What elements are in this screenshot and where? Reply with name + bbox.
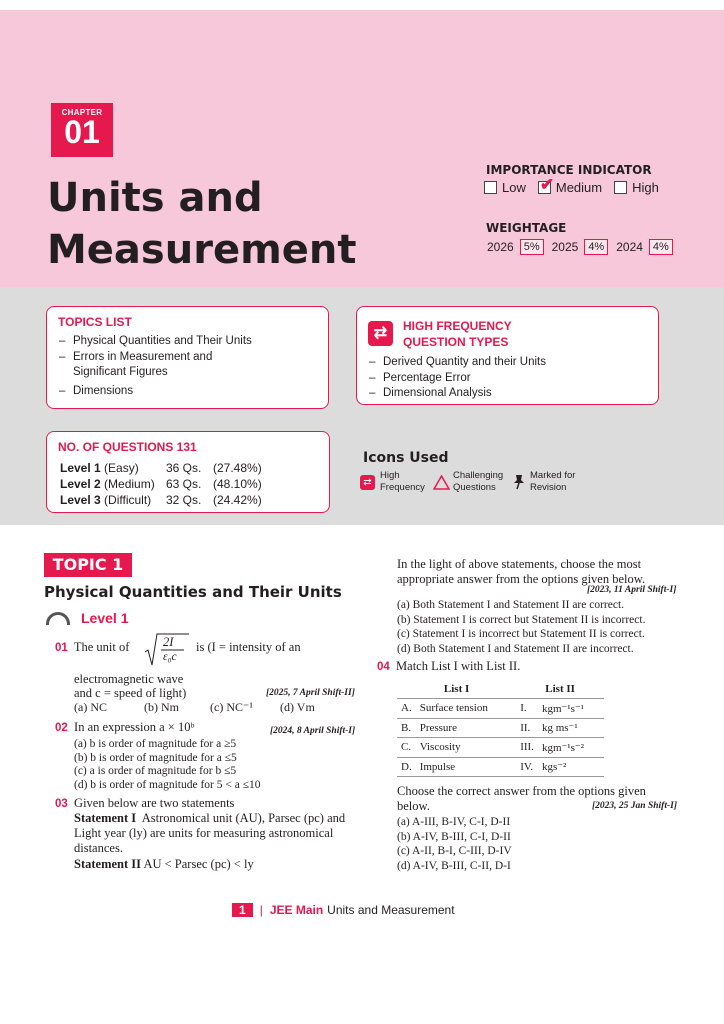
- checkbox-low: [484, 181, 497, 194]
- pushpin-icon: [512, 474, 526, 490]
- question-03: 03 Given below are two statements: [55, 796, 235, 810]
- page-footer: [232, 903, 455, 917]
- topics-list-card: [46, 306, 329, 409]
- question-source: [2023, 11 April Shift-I]: [587, 585, 677, 595]
- chapter-title: [47, 172, 357, 276]
- statement-1: Statement I Astronomical unit (AU), Parsec (pc) and Light year (ly) are units for measuring astronomical distances.: [74, 811, 346, 855]
- weightage-year: 2025: [551, 240, 579, 254]
- question-01: 01 The unit of: [55, 640, 130, 654]
- question-text: and c = speed of light): [74, 686, 187, 700]
- high-frequency-card: [356, 306, 659, 405]
- option: (a) NC: [74, 700, 107, 714]
- footer-separator: |: [259, 903, 263, 917]
- topic-item: Significant Figures: [73, 366, 168, 378]
- sqrt-fraction: [144, 632, 190, 668]
- weightage-value: 4%: [649, 239, 673, 255]
- icon-legend-item: Challenging Questions: [433, 470, 503, 494]
- weightage-year: 2024: [616, 240, 643, 254]
- question-02: 02 In an expression a × 10ᵇ: [55, 720, 195, 734]
- chapter-title-line1: Units and: [47, 175, 263, 221]
- page-number: 1: [232, 903, 253, 917]
- options-list: (a) A-III, B-IV, C-I, D-II (b) A-IV, B-III, C-I, D-II (c) A-II, B-I, C-III, D-IV (d) A-IV, B-III, C-II, D-I: [397, 816, 512, 872]
- questions-count-heading: NO. OF QUESTIONS 131: [58, 440, 197, 454]
- table-row: B. Pressure II. kg ms⁻¹: [397, 718, 604, 738]
- level-heading: [46, 610, 128, 626]
- table-row: D. Impulse IV. kgs⁻²: [397, 757, 604, 777]
- fraction-numerator: 2I: [163, 635, 174, 649]
- weightage-heading: WEIGHTAGE: [486, 221, 567, 235]
- question-text: Choose the correct answer from the options given below.: [397, 784, 646, 813]
- chapter-label: CHAPTER: [61, 108, 103, 117]
- checkbox-medium: [538, 175, 555, 194]
- table-row: C. Viscosity III. kgm⁻¹s⁻²: [397, 738, 604, 758]
- question-number: 01: [55, 642, 68, 654]
- option: (c) NC⁻¹: [210, 700, 253, 714]
- options-list: (a) b is order of magnitude for a ≥5 (b) b is order of magnitude for a ≤5 (c) a is order of magnitude for b ≤5 (d) b is order of magnitude for 5 < a ≤10: [74, 738, 261, 791]
- importance-heading: IMPORTANCE INDICATOR: [486, 163, 652, 177]
- level-row: Level 3 (Difficult) 32 Qs. (24.42%): [60, 493, 262, 507]
- hf-item: – Percentage Error: [369, 372, 471, 384]
- question-03-continued: In the light of above statements, choose the most appropriate answer from the options given below.: [397, 557, 646, 586]
- hf-item: – Dimensional Analysis: [369, 387, 492, 399]
- topic-item: – Dimensions: [59, 385, 134, 397]
- topic-item: – Physical Quantities and Their Units: [59, 335, 252, 347]
- icons-used-heading: Icons Used: [363, 450, 449, 466]
- chapter-title-line2: Measurement: [47, 227, 357, 273]
- topic-title: Physical Quantities and Their Units: [44, 583, 342, 601]
- weightage-row: [487, 239, 673, 255]
- importance-medium-label: Medium: [555, 180, 603, 195]
- question-number: 04: [377, 661, 390, 673]
- hf-item: – Derived Quantity and their Units: [369, 356, 546, 368]
- importance-low-label: Low: [502, 180, 526, 195]
- table-header: List I: [397, 679, 516, 699]
- questions-count-card: [46, 431, 330, 513]
- statement-2: Statement II AU < Parsec (pc) < ly: [74, 857, 254, 871]
- question-text: electromagnetic wave: [74, 672, 184, 686]
- options-list: (a) Both Statement I and Statement II are correct. (b) Statement I is correct but Statement II is incorrect. (c) Statement I is incorrect but Statement II is correct. (d) Both Statement I and Statement II are incorrect.: [397, 599, 646, 655]
- high-frequency-heading: HIGH FREQUENCY QUESTION TYPES: [403, 319, 512, 349]
- weightage-value: 4%: [584, 239, 608, 255]
- level-row: Level 1 (Easy) 36 Qs. (27.48%): [60, 461, 262, 475]
- footer-brand: JEE Main: [269, 903, 324, 917]
- question-04: 04 Match List I with List II.: [377, 659, 521, 673]
- table-header: List II: [516, 679, 604, 699]
- fraction-denominator: ε₀c: [163, 651, 177, 663]
- topic-badge: TOPIC 1: [44, 553, 132, 577]
- table-row: A. Surface tension I. kgm⁻¹s⁻¹: [397, 699, 604, 719]
- checkbox-high: [614, 181, 627, 194]
- icon-legend-item: Marked for Revision: [512, 470, 575, 494]
- footer-title: Units and Measurement: [327, 903, 455, 917]
- question-source: [2025, 7 April Shift-II]: [266, 688, 355, 698]
- checkmark-icon: ✔: [539, 175, 555, 194]
- weightage-value: 5%: [520, 239, 544, 255]
- high-frequency-icon: ⇄: [360, 475, 375, 490]
- importance-indicator: [484, 175, 659, 195]
- top-strip: [0, 0, 724, 10]
- gauge-icon: [46, 612, 70, 625]
- question-source: [2023, 25 Jan Shift-I]: [592, 801, 677, 811]
- importance-high-label: High: [632, 180, 659, 195]
- topic-item: – Errors in Measurement and: [59, 351, 213, 363]
- chapter-badge: [51, 103, 113, 157]
- question-text: is (I = intensity of an: [196, 640, 301, 654]
- high-frequency-icon: ⇄: [368, 321, 393, 346]
- table-header-row: [397, 679, 604, 699]
- question-source: [2024, 8 April Shift-I]: [270, 726, 356, 736]
- option: (d) Vm: [280, 700, 315, 714]
- question-number: 03: [55, 798, 68, 810]
- question-number: 02: [55, 722, 68, 734]
- warning-triangle-icon: [433, 475, 450, 490]
- weightage-year: 2026: [487, 240, 514, 254]
- level-label: Level 1: [81, 610, 129, 626]
- chapter-number: 01: [64, 114, 100, 150]
- level-row: Level 2 (Medium) 63 Qs. (48.10%): [60, 477, 262, 491]
- option: (b) Nm: [144, 700, 179, 714]
- topics-list-heading: TOPICS LIST: [58, 315, 132, 329]
- icon-legend-item: ⇄ High Frequency: [360, 470, 425, 494]
- match-table: [397, 679, 604, 777]
